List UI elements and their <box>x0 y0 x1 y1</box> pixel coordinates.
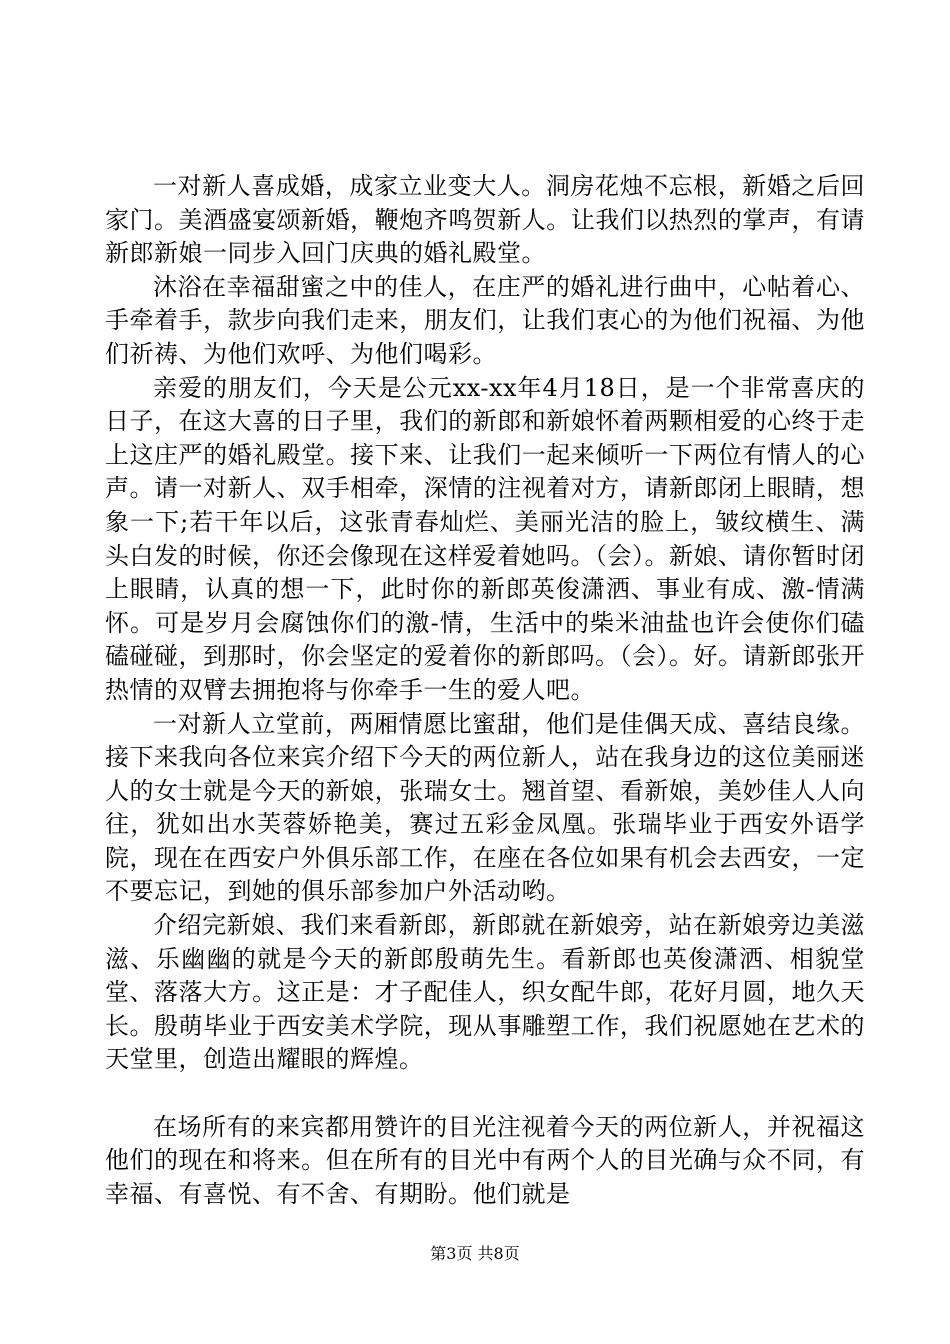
document-body <box>105 170 865 1211</box>
paragraph-4: 一对新人立堂前，两厢情愿比蜜甜，他们是佳偶天成、喜结良缘。接下来我向各位来宾介绍下今天的两位新人，站在我身边的这位美丽迷人的女士就是今天的新娘，张瑞女士。翘首望、看新娘，美妙佳人人向往，犹如出水芙蓉娇艳美，赛过五彩金凤凰。张瑞毕业于西安外语学院，现在在西安户外俱乐部工作，在座在各位如果有机会去西安，一定不要忘记，到她的俱乐部参加户外活动哟。 <box>105 709 865 906</box>
paragraph-6: 在场所有的来宾都用赞许的目光注视着今天的两位新人，并祝福这他们的现在和将来。但在所有的目光中有两个人的目光确与众不同，有幸福、有喜悦、有不舍、有期盼。他们就是 <box>105 1112 865 1208</box>
paragraph-2: 沐浴在幸福甜蜜之中的佳人，在庄严的婚礼进行曲中，心帖着心、手牵着手，款步向我们走来，朋友们，让我们衷心的为他们祝福、为他们祈祷、为他们欢呼、为他们喝彩。 <box>105 272 865 368</box>
page-footer: 第3页 共8页 <box>430 1244 520 1263</box>
paragraph-5: 介绍完新娘、我们来看新郎，新郎就在新娘旁，站在新娘旁边美滋滋、乐幽幽的就是今天的新郎殷萌先生。看新郎也英俊潇洒、相貌堂堂、落落大方。这正是：才子配佳人，织女配牛郎，花好月圆，地久天长。殷萌毕业于西安美术学院，现从事雕塑工作，我们祝愿她在艺术的天堂里，创造出耀眼的辉煌。 <box>105 911 865 1074</box>
paragraph-3: 亲爱的朋友们，今天是公元xx-xx年4月18日，是一个非常喜庆的日子，在这大喜的日子里，我们的新郎和新娘怀着两颗相爱的心终于走上这庄严的婚礼殿堂。接下来、让我们一起来倾听一下两位有情人的心声。请一对新人、双手相牵，深情的注视着对方，请新郎闭上眼睛，想象一下;若干年以后，这张青春灿烂、美丽光洁的脸上，皱纹横生、满头白发的时候，你还会像现在这样爱着她吗。（会）。新娘、请你暂时闭上眼睛，认真的想一下，此时你的新郎英俊潇洒、事业有成、激-情满怀。可是岁月会腐蚀你们的激-情，生活中的柴米油盐也许会使你们磕磕碰碰，到那时，你会坚定的爱着你的新郎吗。（会）。好。请新郎张开热情的双臂去拥抱将与你牵手一生的爱人吧。 <box>105 373 865 704</box>
paragraph-1: 一对新人喜成婚，成家立业变大人。洞房花烛不忘根，新婚之后回家门。美酒盛宴颂新婚，鞭炮齐鸣贺新人。让我们以热烈的掌声，有请新郎新娘一同步入回门庆典的婚礼殿堂。 <box>105 172 865 268</box>
